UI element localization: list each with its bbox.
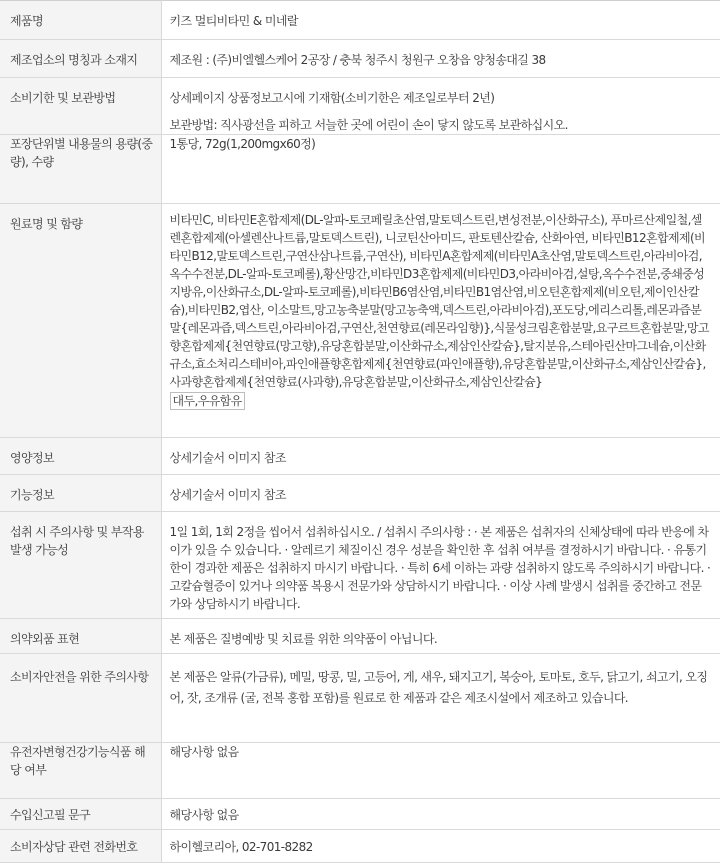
- value-text: 키즈 멀티비타민 & 미네랄: [169, 14, 298, 28]
- table-row: [0, 135, 720, 204]
- table-row: [0, 799, 720, 830]
- value-text: 본 제품은 알류(가금류), 메밀, 땅콩, 밀, 고등어, 게, 새우, 돼지고기, 복숭아, 토마토, 호두, 닭고기, 쇠고기, 오징어, 잣, 조개류 (굴, 전복 홍합 포함)를 원료로 한 제품과 같은 제조시설에서 제조하고 있습니다.: [169, 670, 708, 705]
- table-row: [0, 743, 720, 799]
- row-label-expiry-storage: 소비기한 및 보관방법: [0, 78, 161, 135]
- value-text: 제조원 : (주)비엘헬스케어 2공장 / 충북 청주시 청원구 오창읍 양청송대길 38: [169, 53, 546, 67]
- row-label-safety: 소비자안전을 위한 주의사항: [0, 654, 161, 743]
- table-row: [0, 512, 720, 619]
- value-text: 본 제품은 질병예방 및 치료를 위한 의약품이 아닙니다.: [169, 632, 438, 646]
- row-label-quasi-drug: 의약외품 표현: [0, 619, 161, 654]
- row-label-nutrition: 영양정보: [0, 438, 161, 475]
- row-label-function: 기능정보: [0, 475, 161, 512]
- table-row: [0, 78, 720, 135]
- row-label-package-quantity: 포장단위별 내용물의 용량(중량), 수량: [0, 135, 161, 204]
- value-text: 해당사항 없음: [169, 745, 239, 759]
- table-row: [0, 204, 720, 438]
- table-row: [0, 830, 720, 863]
- row-value-expiry-storage: [161, 78, 720, 135]
- value-text: 해당사항 없음: [169, 808, 239, 822]
- row-value-gmo: [161, 743, 720, 799]
- ingredients-text: 비타민C, 비타민E혼합제제(DL-알파-토코페릴초산염,말토덱스트린,변성전분,이산화규소), 푸마르산제일철,셀렌혼합제제(아셀렌산나트륨,말토덱스트린), 니코틴산아미드, 판토텐산칼슘, 산화아연, 비타민B12혼합제제(비타민B12,말토덱스트린,구연산삼나트륨,구연산), 비타민A혼합제제(비타민A초산염,말토덱스트린,아라비아검,옥수수전분,DL-알파-토코페롤),황산망간,비타민D3혼합제제(비타민D3,아라비아검,설탕,옥수수전분,중쇄중성지방유,이산화규소,DL-알파-토코페롤),비타민B6염산염,비타민B1염산염,비오틴혼합제제(비오틴,제이인산칼슘),비타민B2,엽산, 이소말트,망고농축분말(망고농축액,덱스트린,아라비아검),포도당,에리스리톨,레몬과즙분말{레몬과즙,덱스트린,아라비아검,구연산,천연향료(레몬라임향)},식물성크림혼합분말,요구르트혼합분말,망고향혼합제제{천연향료(망고향),유당혼합분말,이산화규소,제삼인산칼슘},탈지분유,스테아린산마그네슘,이산화규소,효소처리스테비아,파인애플향혼합제제{천연향료(파인애플향),유당혼합분말,이산화규소,제삼인산칼슘}, 사과향혼합제제{천연향료(사과향),유당혼합분말,이산화규소,제삼인산칼슘}: [169, 213, 709, 389]
- row-label-ingredients: 원료명 및 함량: [0, 204, 161, 438]
- table-row: [0, 619, 720, 654]
- table-row: [0, 475, 720, 512]
- value-text: 1일 1회, 1회 2정을 씹어서 섭취하십시오. / 섭취시 주의사항 : · 본 제품은 섭취자의 신체상태에 따라 반응에 차이가 있을 수 있습니다. · 알레르기 체질이신 경우 성분을 확인한 후 섭취 여부를 결정하시기 바랍니다. · 유통기한이 경과한 제품은 섭취하지 마시기 바랍니다. · 특히 6세 이하는 과량 섭취하지 않도록 주의하시기 바랍니다. · 고칼슘혈증이 있거나 의약품 복용시 전문가와 상담하시기 바랍니다. · 이상 사례 발생시 섭취를 중간하고 전문가와 상담하시기 바랍니다.: [169, 525, 711, 611]
- allergen-tag: 대두,우유함유: [170, 392, 245, 410]
- value-text-storage: 보관방법: 직사광선을 피하고 서늘한 곳에 어린이 손이 닿지 않도록 보관하십시오.: [169, 118, 568, 132]
- row-label-manufacturer: 제조업소의 명칭과 소재지: [0, 40, 161, 78]
- row-value-precautions: [161, 512, 720, 619]
- table-row: [0, 1, 720, 40]
- value-text: 상세페이지 상품정보고시에 기재함(소비기한은 제조일로부터 2년): [169, 91, 495, 105]
- value-text: 상세기술서 이미지 참조: [169, 451, 286, 465]
- row-value-ingredients: [161, 204, 720, 438]
- table-row: [0, 40, 720, 78]
- value-text: 1통당, 72g(1,200mgx60정): [169, 137, 316, 151]
- row-value-product-name: [161, 1, 720, 40]
- row-label-product-name: 제품명: [0, 1, 161, 40]
- row-label-phone: 소비자상담 관련 전화번호: [0, 830, 161, 863]
- row-value-package-quantity: [161, 135, 720, 204]
- row-label-precautions: 섭취 시 주의사항 및 부작용 발생 가능성: [0, 512, 161, 619]
- row-value-function: [161, 475, 720, 512]
- row-value-safety: [161, 654, 720, 743]
- value-text: 하이헬코리아, 02-701-8282: [169, 840, 313, 854]
- row-value-phone: [161, 830, 720, 863]
- table-row: [0, 654, 720, 743]
- table-row: [0, 438, 720, 475]
- value-text: 상세기술서 이미지 참조: [169, 488, 286, 502]
- row-label-gmo: 유전자변형건강기능식품 해당 여부: [0, 743, 161, 799]
- row-value-nutrition: [161, 438, 720, 475]
- row-label-import: 수입신고필 문구: [0, 799, 161, 830]
- row-value-quasi-drug: [161, 619, 720, 654]
- row-value-import: [161, 799, 720, 830]
- row-value-manufacturer: [161, 40, 720, 78]
